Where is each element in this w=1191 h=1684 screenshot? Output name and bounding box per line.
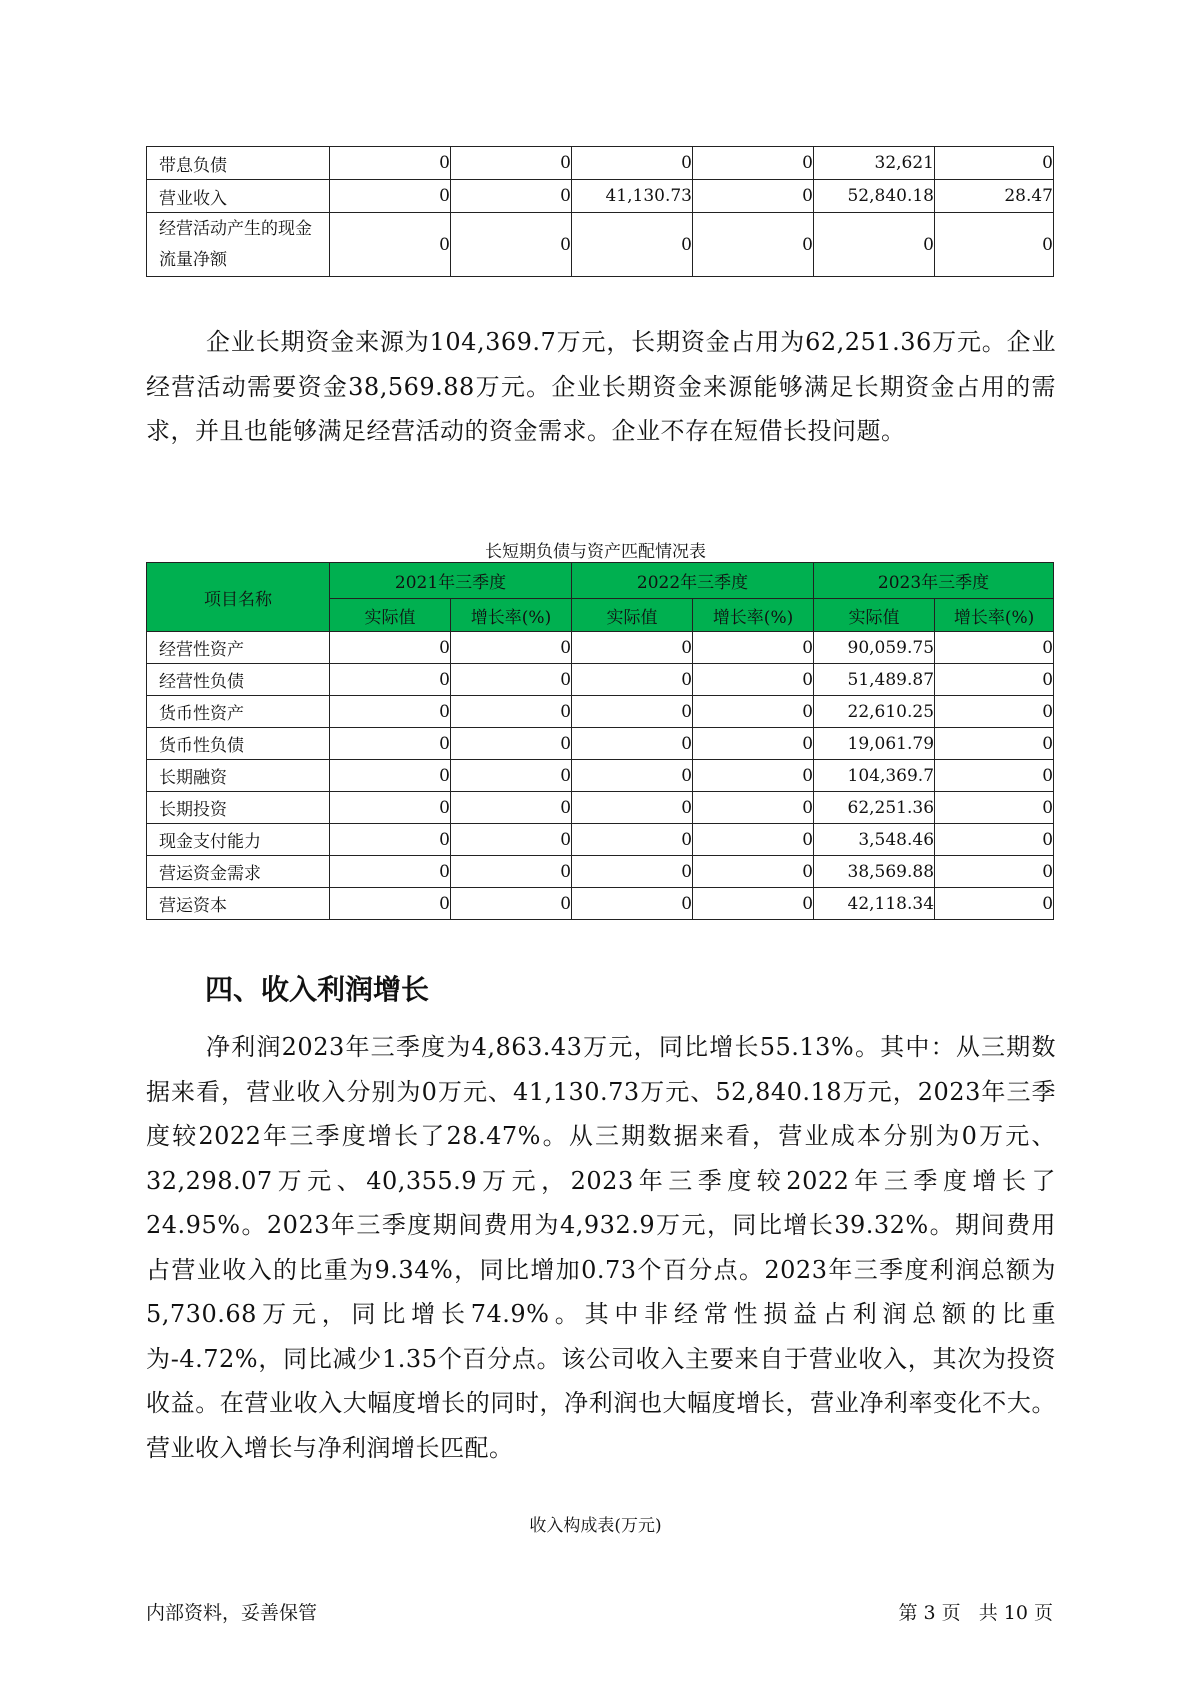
table-cell: 0	[935, 888, 1054, 920]
page-number: 第 3 页 共 10 页	[898, 1602, 1053, 1624]
table-cell: 0	[330, 147, 451, 180]
table-cell: 0	[572, 824, 693, 856]
table-cell: 0	[572, 147, 693, 180]
table-cell: 0	[693, 180, 814, 213]
table-cell: 0	[572, 856, 693, 888]
table-cell: 0	[693, 213, 814, 277]
table-cell: 62,251.36	[814, 792, 935, 824]
table-row	[147, 888, 1054, 920]
section-heading: 四、收入利润增长	[205, 973, 430, 1006]
table-cell: 0	[935, 856, 1054, 888]
table-cell: 0	[935, 213, 1054, 277]
table-continued	[146, 146, 1054, 277]
table-cell: 0	[572, 792, 693, 824]
footer-note: 内部资料，妥善保管	[146, 1602, 318, 1624]
table-row	[147, 180, 1054, 213]
table-cell: 0	[935, 792, 1054, 824]
matching-table	[146, 562, 1054, 920]
table-cell: 38,569.88	[814, 856, 935, 888]
table-cell: 0	[451, 856, 572, 888]
table-cell: 0	[451, 824, 572, 856]
header-growth: 增长率(%)	[693, 599, 814, 632]
table-cell: 0	[935, 696, 1054, 728]
header-actual: 实际值	[572, 599, 693, 632]
table-cell: 0	[935, 728, 1054, 760]
table-cell: 0	[693, 856, 814, 888]
row-label: 长期融资	[147, 760, 330, 792]
table-cell: 0	[935, 824, 1054, 856]
table-cell: 0	[693, 824, 814, 856]
row-label: 长期投资	[147, 792, 330, 824]
table-row	[147, 632, 1054, 664]
table-cell: 0	[572, 632, 693, 664]
row-label: 带息负债	[147, 147, 330, 180]
table-cell: 0	[572, 728, 693, 760]
table-cell: 41,130.73	[572, 180, 693, 213]
table-cell: 0	[451, 696, 572, 728]
row-label: 营业收入	[147, 180, 330, 213]
header-item-name: 项目名称	[147, 563, 330, 632]
table-cell: 0	[451, 213, 572, 277]
header-period: 2023年三季度	[814, 563, 1054, 599]
table-cell: 0	[693, 632, 814, 664]
table-cell: 28.47	[935, 180, 1054, 213]
header-actual: 实际值	[814, 599, 935, 632]
table-cell: 0	[330, 180, 451, 213]
table-cell: 22,610.25	[814, 696, 935, 728]
table-cell: 0	[330, 888, 451, 920]
table-cell: 0	[451, 760, 572, 792]
table-cell: 0	[330, 792, 451, 824]
table-cell: 51,489.87	[814, 664, 935, 696]
table-cell: 0	[693, 147, 814, 180]
table-cell: 0	[451, 664, 572, 696]
table-row	[147, 213, 1054, 277]
table-cell: 0	[330, 728, 451, 760]
row-label: 营运资金需求	[147, 856, 330, 888]
header-growth: 增长率(%)	[935, 599, 1054, 632]
table-row	[147, 147, 1054, 180]
table-row	[147, 728, 1054, 760]
table-cell: 0	[330, 213, 451, 277]
table-cell: 0	[935, 147, 1054, 180]
table-row	[147, 696, 1054, 728]
table-cell: 3,548.46	[814, 824, 935, 856]
table-body	[147, 632, 1054, 920]
table-caption: 收入构成表(万元)	[529, 1516, 662, 1536]
table-cell: 0	[693, 888, 814, 920]
table-cell: 0	[693, 792, 814, 824]
table-row	[147, 792, 1054, 824]
table-caption: 长短期负债与资产匹配情况表	[485, 542, 706, 562]
table-cell: 0	[451, 792, 572, 824]
table-cell: 104,369.7	[814, 760, 935, 792]
table-cell: 0	[572, 213, 693, 277]
table-cell: 0	[451, 888, 572, 920]
table-cell: 0	[935, 664, 1054, 696]
table-cell: 0	[330, 824, 451, 856]
table-cell: 0	[814, 213, 935, 277]
header-actual: 实际值	[330, 599, 451, 632]
row-label: 现金支付能力	[147, 824, 330, 856]
header-period: 2022年三季度	[572, 563, 814, 599]
table-cell: 52,840.18	[814, 180, 935, 213]
table-row	[147, 664, 1054, 696]
table-cell: 0	[572, 664, 693, 696]
table-cell: 0	[572, 760, 693, 792]
table-cell: 0	[693, 696, 814, 728]
table-cell: 0	[693, 728, 814, 760]
row-label: 货币性负债	[147, 728, 330, 760]
header-row	[147, 563, 1054, 599]
row-label: 货币性资产	[147, 696, 330, 728]
table-cell: 0	[572, 696, 693, 728]
header-period: 2021年三季度	[330, 563, 572, 599]
table-cell: 0	[451, 147, 572, 180]
table-cell: 0	[693, 760, 814, 792]
table-cell: 0	[572, 888, 693, 920]
paragraph-funding: 企业长期资金来源为104,369.7万元，长期资金占用为62,251.36万元。企业经营活动需要资金38,569.88万元。企业长期资金来源能够满足长期资金占用的需求，并且也能够满足经营活动的资金需求。企业不存在短借长投问题。	[146, 328, 1056, 445]
paragraph-income-profit: 净利润2023年三季度为4,863.43万元，同比增长55.13%。其中：从三期数据来看，营业收入分别为0万元、41,130.73万元、52,840.18万元，2023年三季度较2022年三季度增长了28.47%。从三期数据来看，营业成本分别为0万元、32,298.07万元、40,355.9万元，2023年三季度较2022年三季度增长了24.95%。2023年三季度期间费用为4,932.9万元，同比增长39.32%。期间费用占营业收入的比重为9.34%，同比增加0.73个百分点。2023年三季度利润总额为5,730.68万元，同比增长74.9%。其中非经常性损益占利润总额的比重为-4.72%，同比减少1.35个百分点。该公司收入主要来自于营业收入，其次为投资收益。在营业收入大幅度增长的同时，净利润也大幅度增长，营业净利率变化不大。营业收入增长与净利润增长匹配。	[146, 1033, 1056, 1462]
header-growth: 增长率(%)	[451, 599, 572, 632]
table-cell: 90,059.75	[814, 632, 935, 664]
table-row	[147, 824, 1054, 856]
row-label: 经营活动产生的现金流量净额	[147, 213, 330, 277]
table-cell: 0	[935, 632, 1054, 664]
table-row	[147, 760, 1054, 792]
table-cell: 42,118.34	[814, 888, 935, 920]
table-cell: 0	[693, 664, 814, 696]
table-cell: 0	[330, 760, 451, 792]
table-cell: 0	[330, 696, 451, 728]
table-cell: 0	[330, 632, 451, 664]
table-cell: 0	[451, 180, 572, 213]
row-label: 经营性资产	[147, 632, 330, 664]
table-cell: 0	[935, 760, 1054, 792]
table-cell: 0	[330, 856, 451, 888]
table-cell: 19,061.79	[814, 728, 935, 760]
table-cell: 0	[451, 728, 572, 760]
row-label: 经营性负债	[147, 664, 330, 696]
table-cell: 0	[330, 664, 451, 696]
table-row	[147, 856, 1054, 888]
table-cell: 0	[451, 632, 572, 664]
row-label: 营运资本	[147, 888, 330, 920]
table-cell: 32,621	[814, 147, 935, 180]
